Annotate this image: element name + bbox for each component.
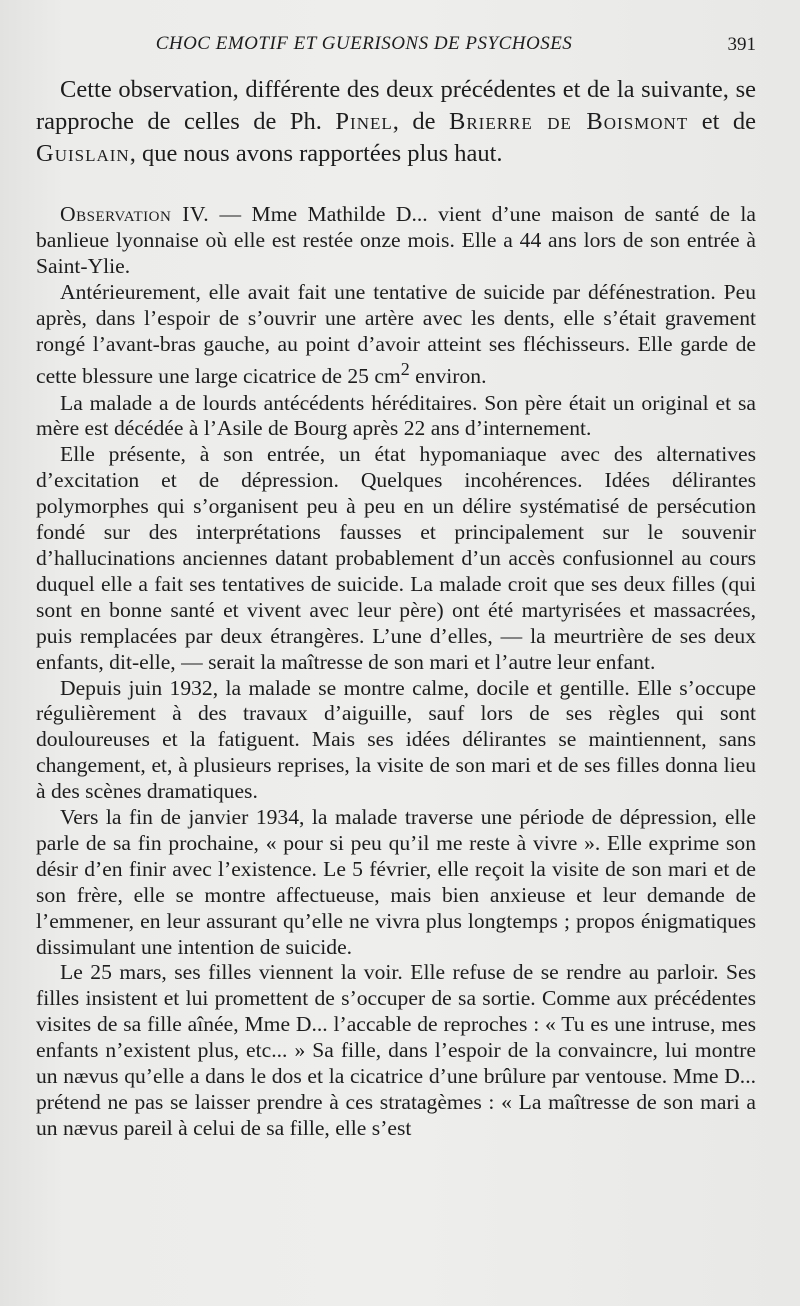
paragraph-2-text: Antérieurement, elle avait fait une tentative de suicide par défénestration. Peu après, dans l’espoir de s’ouvrir une artère avec les dents, elle s’était gravement rongé l’avant-bras gauche, au point d’avoir atteint ses fléchisseurs. Elle garde de cette blessure une large cicatrice de 25 cm — [36, 279, 756, 389]
intro-paragraph — [36, 74, 756, 170]
observation-paragraph-5: Depuis juin 1932, la malade se montre calme, docile et gentille. Elle s’occupe régulièrement à des travaux d’aiguille, sauf lors de ses règles qui sont douloureuses et la fatiguent. Mais ses idées délirantes se maintiennent, sans changement, et, à plusieurs reprises, la visite de son mari et de ses filles donna lieu à des scènes dramatiques. — [36, 675, 756, 804]
author-name-brierre-de-boismont: Brierre de Boismont — [448, 108, 689, 135]
observation-paragraph-1 — [36, 202, 756, 280]
running-title: CHOC EMOTIF ET GUERISONS DE PSYCHOSES — [155, 33, 573, 54]
intro-text-4: , que nous avons rapportées plus haut. — [129, 140, 503, 167]
superscript-2: 2 — [400, 359, 410, 380]
page-header — [36, 0, 756, 62]
page-number: 391 — [727, 34, 756, 55]
observation-body — [36, 202, 756, 1142]
author-name-guislain: Guislain — [36, 140, 130, 167]
author-name-pinel: Pinel — [335, 108, 393, 135]
observation-paragraph-7: Le 25 mars, ses filles viennent la voir. Elle refuse de se rendre au parloir. Ses filles insistent et lui promettent de s’occuper de sa sortie. Comme aux précédentes visites de sa fille aînée, Mme D... l’accable de reproches : « Tu es une intruse, mes enfants n’existent plus, etc... » Sa fille, dans l’espoir de la convaincre, lui montre un nævus qu’elle a dans le dos et la cicatrice d’une brûlure par ventouse. Mme D... prétend ne pas se laisser prendre à ces stratagèmes : « La maîtresse de son mari a un nævus pareil à celui de sa fille, elle s’est — [36, 960, 756, 1140]
intro-text-2: , de — [392, 108, 449, 135]
observation-paragraph-2 — [36, 280, 756, 391]
intro-text-3: et de — [688, 108, 756, 135]
observation-text-1: — Mme Mathilde D... vient d’une maison de santé de la banlieue lyonnaise où elle est restée onze mois. Elle a 44 ans lors de son entrée à Saint-Ylie. — [36, 202, 756, 278]
observation-label: Observation IV. — [60, 202, 210, 226]
paragraph-2-end: environ. — [409, 364, 487, 389]
observation-paragraph-4: Elle présente, à son entrée, un état hypomaniaque avec des alternatives d’excitation et de dépression. Quelques incohérences. Idées délirantes polymorphes qui s’organisent peu à peu en un délire systématisé de persécution fondé sur des interprétations fausses et principalement sur le souvenir d’hallucinations anciennes datant probablement d’un accès confusionnel au cours duquel elle a fait ses tentatives de suicide. La malade croit que ses deux filles (qui sont en bonne santé et vivent avec leur père) ont été martyrisées et massacrées, puis remplacées par deux étrangères. L’une d’elles, — la meurtrière de ses deux enfants, dit-elle, — serait la maîtresse de son mari et l’autre leur enfant. — [36, 442, 756, 674]
observation-paragraph-6: Vers la fin de janvier 1934, la malade traverse une période de dépression, elle parle de sa fin prochaine, « pour si peu qu’il me reste à vivre ». Elle exprime son désir d’en finir avec l’existence. Le 5 février, elle reçoit la visite de son mari et de son frère, elle se montre affectueuse, mais bien anxieuse et leur demande de l’emmener, en leur assurant qu’elle ne vivra plus longtemps ; propos énigmatiques dissimulant une intention de suicide. — [36, 805, 756, 959]
observation-paragraph-3: La malade a de lourds antécédents héréditaires. Son père était un original et sa mère est décédée à l’Asile de Bourg après 22 ans d’internement. — [36, 390, 756, 441]
intro-text-1: Cette observation, différente des deux précédentes et de la suivante, se rapproche de celles de Ph. — [36, 76, 756, 135]
